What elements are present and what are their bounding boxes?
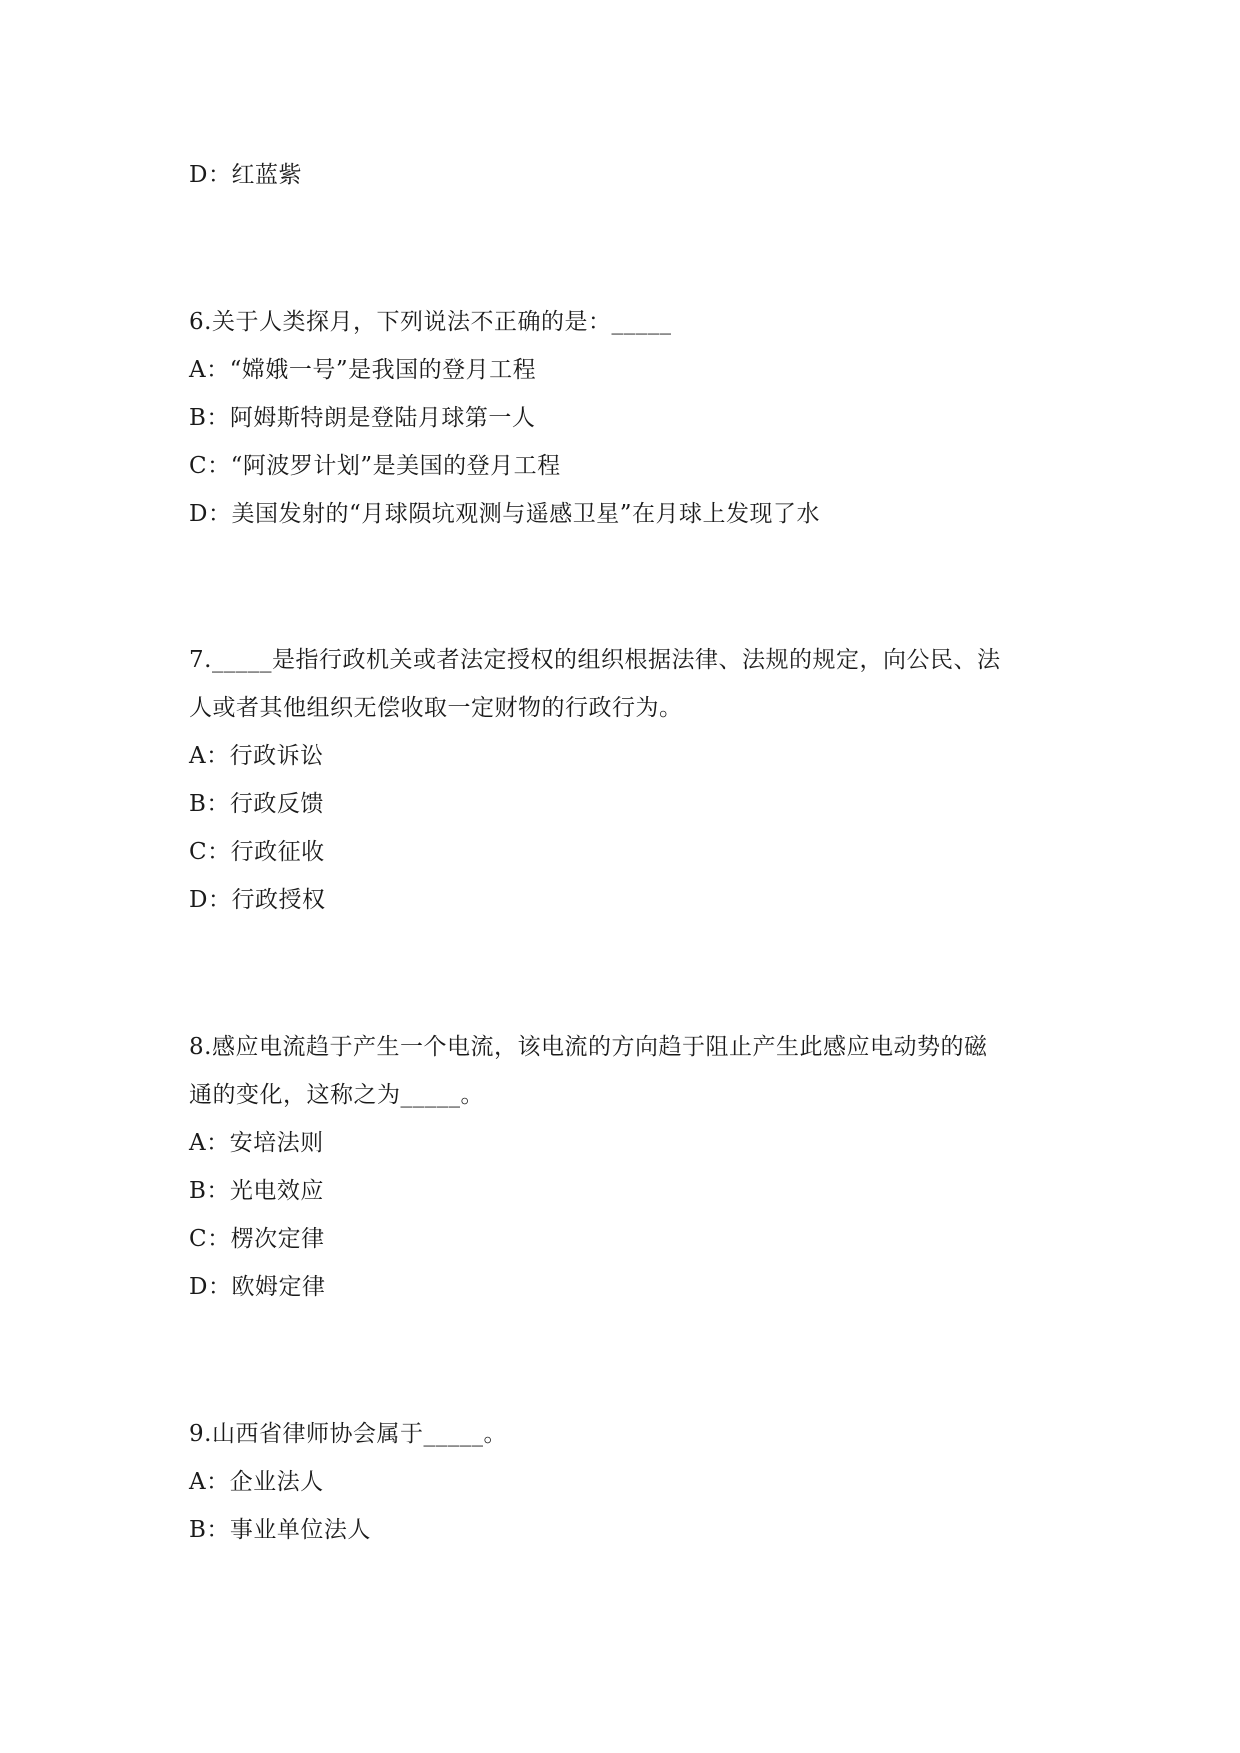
question-6-option-c: C：“阿波罗计划”是美国的登月工程 xyxy=(189,453,561,479)
question-9-option-b: B：事业单位法人 xyxy=(189,1517,371,1543)
question-8-option-d: D：欧姆定律 xyxy=(189,1274,326,1300)
question-8-stem-line-1: 8.感应电流趋于产生一个电流，该电流的方向趋于阻止产生此感应电动势的磁 xyxy=(189,1034,988,1060)
question-9-stem: 9.山西省律师协会属于_____。 xyxy=(189,1421,507,1447)
question-7-option-d: D：行政授权 xyxy=(189,887,326,913)
question-7-option-b: B：行政反馈 xyxy=(189,791,324,817)
question-6-option-d: D：美国发射的“月球陨坑观测与遥感卫星”在月球上发现了水 xyxy=(189,501,820,527)
question-8-option-b: B：光电效应 xyxy=(189,1178,324,1204)
question-8-stem-line-2: 通的变化，这称之为_____。 xyxy=(189,1082,484,1108)
prev-question-option-d: D：红蓝紫 xyxy=(189,162,302,188)
question-6-stem: 6.关于人类探月，下列说法不正确的是：_____ xyxy=(189,309,672,335)
question-6-option-b: B：阿姆斯特朗是登陆月球第一人 xyxy=(189,405,536,431)
question-8-option-a: A：安培法则 xyxy=(189,1130,324,1156)
question-7-stem-line-2: 人或者其他组织无偿收取一定财物的行政行为。 xyxy=(189,695,683,721)
question-6-option-a: A：“嫦娥一号”是我国的登月工程 xyxy=(189,357,537,383)
question-7-option-c: C：行政征收 xyxy=(189,839,325,865)
question-9-option-a: A：企业法人 xyxy=(189,1469,324,1495)
question-7-stem-line-1: 7._____是指行政机关或者法定授权的组织根据法律、法规的规定，向公民、法 xyxy=(189,647,1001,673)
question-8-option-c: C：楞次定律 xyxy=(189,1226,325,1252)
question-7-option-a: A：行政诉讼 xyxy=(189,743,324,769)
